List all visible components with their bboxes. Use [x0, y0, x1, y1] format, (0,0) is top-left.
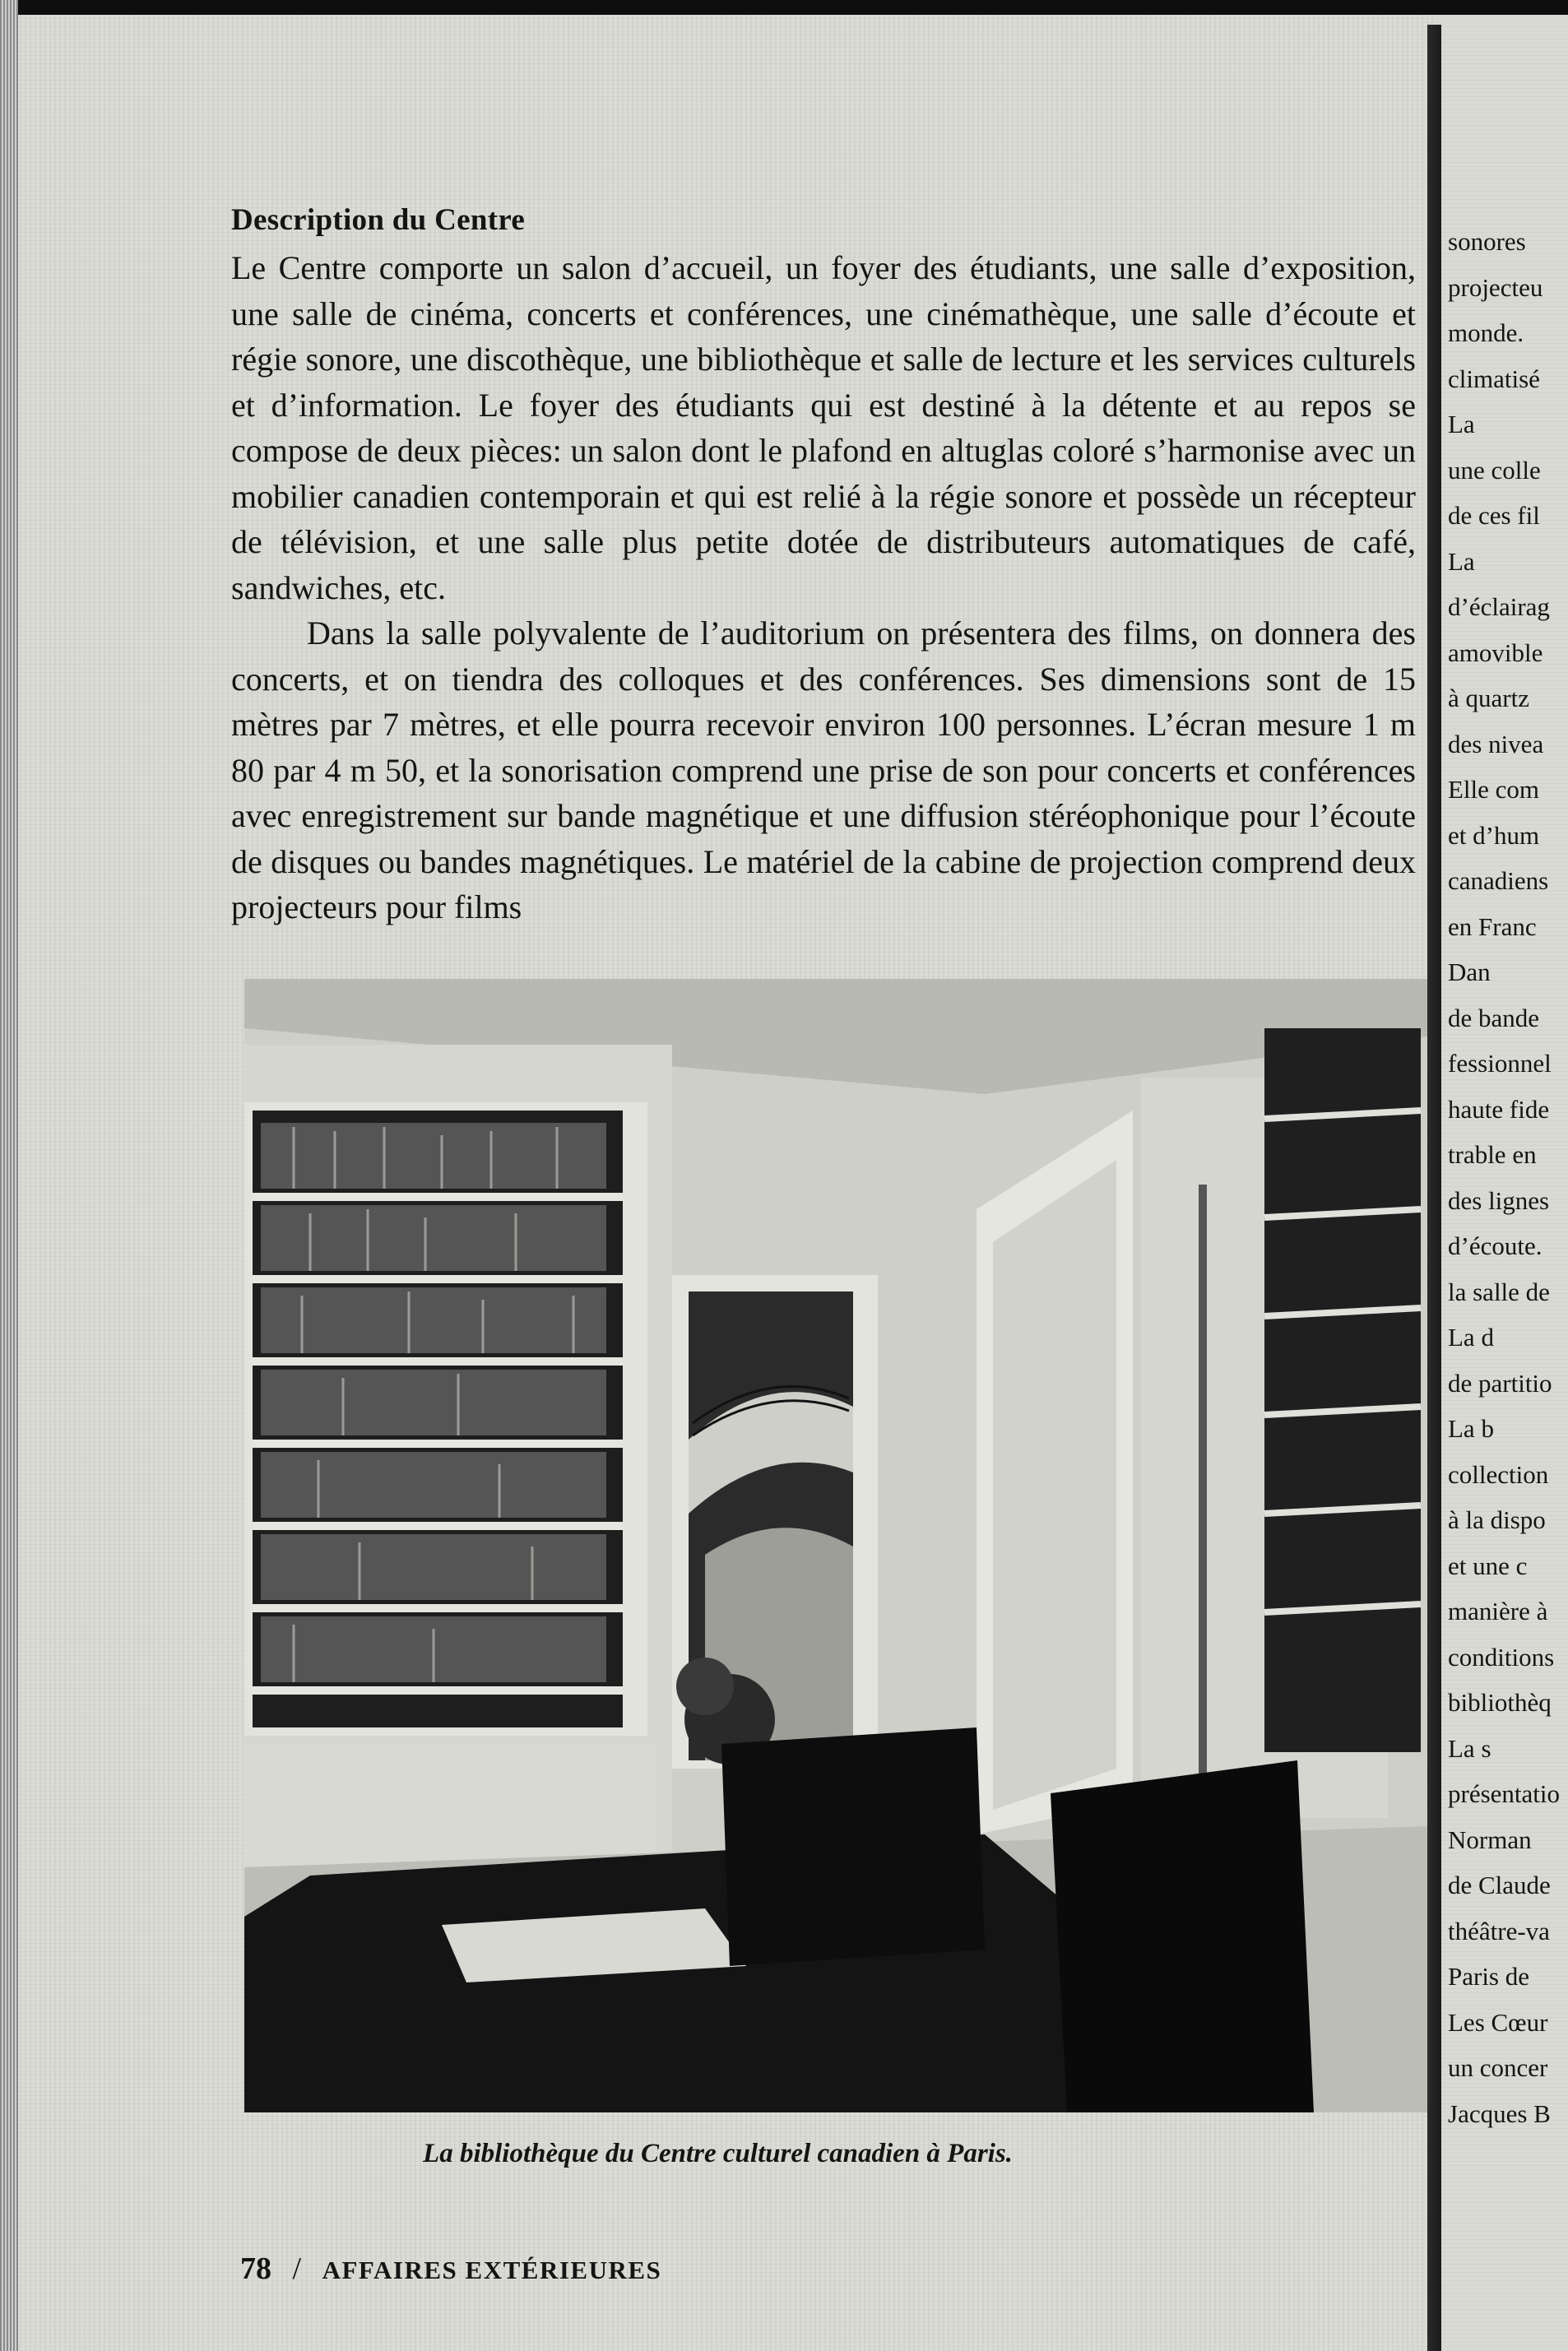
facing-page-line: amovible — [1448, 638, 1543, 667]
facing-page-line: des nivea — [1448, 729, 1544, 758]
paragraph-2: Dans la salle polyvalente de l’auditorium on présentera des films, on donnera des concerts, et on tiendra des colloques et des conférences. Ses dimensions sont de 15 mètres par 7 mètres, et elle pourra recevoir environ 100 personnes. L’écran mesure 1 m 80 par 4 m 50, et la sonorisation comprend une prise de son pour concerts et conférences avec enregistrement sur bande magnétique et une diffusion stéréophonique pour l’écoute de disques ou bandes magnétiques. Le matériel de la cabine de projection comprend deux projecteurs pour films — [231, 614, 1416, 925]
page-number: 78 — [240, 2251, 271, 2286]
facing-page-line: La — [1448, 546, 1475, 576]
facing-page-line: présentatio — [1448, 1779, 1561, 1808]
facing-page-line: sonores — [1448, 227, 1526, 256]
facing-page-line: des lignes — [1448, 1185, 1550, 1215]
facing-page-line: d’éclairag — [1448, 592, 1550, 621]
facing-page-line: trable en — [1448, 1140, 1537, 1169]
facing-page-line: et d’hum — [1448, 820, 1540, 850]
facing-page-line: la salle de — [1448, 1277, 1550, 1306]
facing-page-line: Elle com — [1448, 775, 1540, 804]
figure-caption: La bibliothèque du Centre culturel canadien à Paris. — [423, 2139, 1013, 2168]
facing-page-line: bibliothèq — [1448, 1688, 1552, 1717]
facing-page-line: monde. — [1448, 318, 1524, 347]
doorway — [672, 1275, 878, 1769]
scan-left-edge — [0, 0, 18, 2351]
facing-page-line: fessionnel — [1448, 1049, 1552, 1078]
facing-page-line: en Franc — [1448, 911, 1537, 941]
page-footer — [240, 2251, 661, 2287]
facing-page-line: La d — [1448, 1323, 1494, 1352]
facing-page-line: Les Cœur — [1448, 2007, 1548, 2037]
scan-top-edge — [0, 0, 1568, 15]
section-heading: Description du Centre — [231, 203, 526, 237]
facing-page — [1441, 25, 1568, 2351]
facing-page-line: à quartz — [1448, 684, 1529, 712]
facing-page-line: de Claude — [1448, 1871, 1551, 1899]
library-photo — [244, 979, 1427, 2112]
facing-page-line: de partitio — [1448, 1368, 1552, 1398]
article-body — [231, 245, 1416, 930]
facing-page-line: de bande — [1448, 1003, 1540, 1032]
facing-page-line: climatisé — [1448, 364, 1540, 393]
facing-page-line: Norman — [1448, 1825, 1532, 1854]
facing-page-line: et une c — [1448, 1551, 1528, 1580]
facing-page-text — [1448, 219, 1568, 2136]
paragraph-1: Le Centre comporte un salon d’accueil, un foyer des étudiants, une salle d’exposition, une salle de cinéma, concerts et conférences, une cinémathèque, une salle d’écoute et régie sonore, une discothèque, une bibliothèque et salle de lecture et les services culturels et d’information. Le foyer des étudiants qui est destiné à la détente et au repos se compose de deux pièces: un salon dont le plafond en altuglas coloré s’harmonise avec un mobilier canadien contemporain et qui est relié à la régie sonore et possède un récepteur de télévision, et une salle plus petite dotée de distributeurs automatiques de café, sandwiches, etc. — [231, 249, 1416, 606]
facing-page-line: une colle — [1448, 455, 1541, 485]
journal-title: AFFAIRES EXTÉRIEURES — [322, 2256, 662, 2284]
facing-page-line: à la dispo — [1448, 1505, 1546, 1534]
facing-page-line: collection — [1448, 1459, 1549, 1489]
facing-page-line: Paris de — [1448, 1962, 1530, 1991]
facing-page-line: projecteu — [1448, 272, 1543, 302]
facing-page-line: de ces fil — [1448, 501, 1540, 530]
facing-page-line: La s — [1448, 1733, 1491, 1763]
facing-page-line: canadiens — [1448, 866, 1549, 895]
facing-page-line: La — [1448, 410, 1475, 438]
facing-page-line: haute fide — [1448, 1094, 1550, 1124]
left-bookcase — [244, 1102, 656, 1908]
facing-page-line: d’écoute. — [1448, 1231, 1542, 1260]
facing-page-line: théâtre-va — [1448, 1916, 1550, 1945]
facing-page-line: conditions — [1448, 1642, 1555, 1672]
facing-page-line: Jacques B — [1448, 2098, 1551, 2128]
facing-page-line: La b — [1448, 1414, 1494, 1443]
footer-separator: / — [292, 2251, 302, 2286]
facing-page-line: Dan — [1448, 958, 1491, 986]
facing-page-line: manière à — [1448, 1597, 1548, 1625]
facing-page-line: un concer — [1448, 2053, 1548, 2082]
